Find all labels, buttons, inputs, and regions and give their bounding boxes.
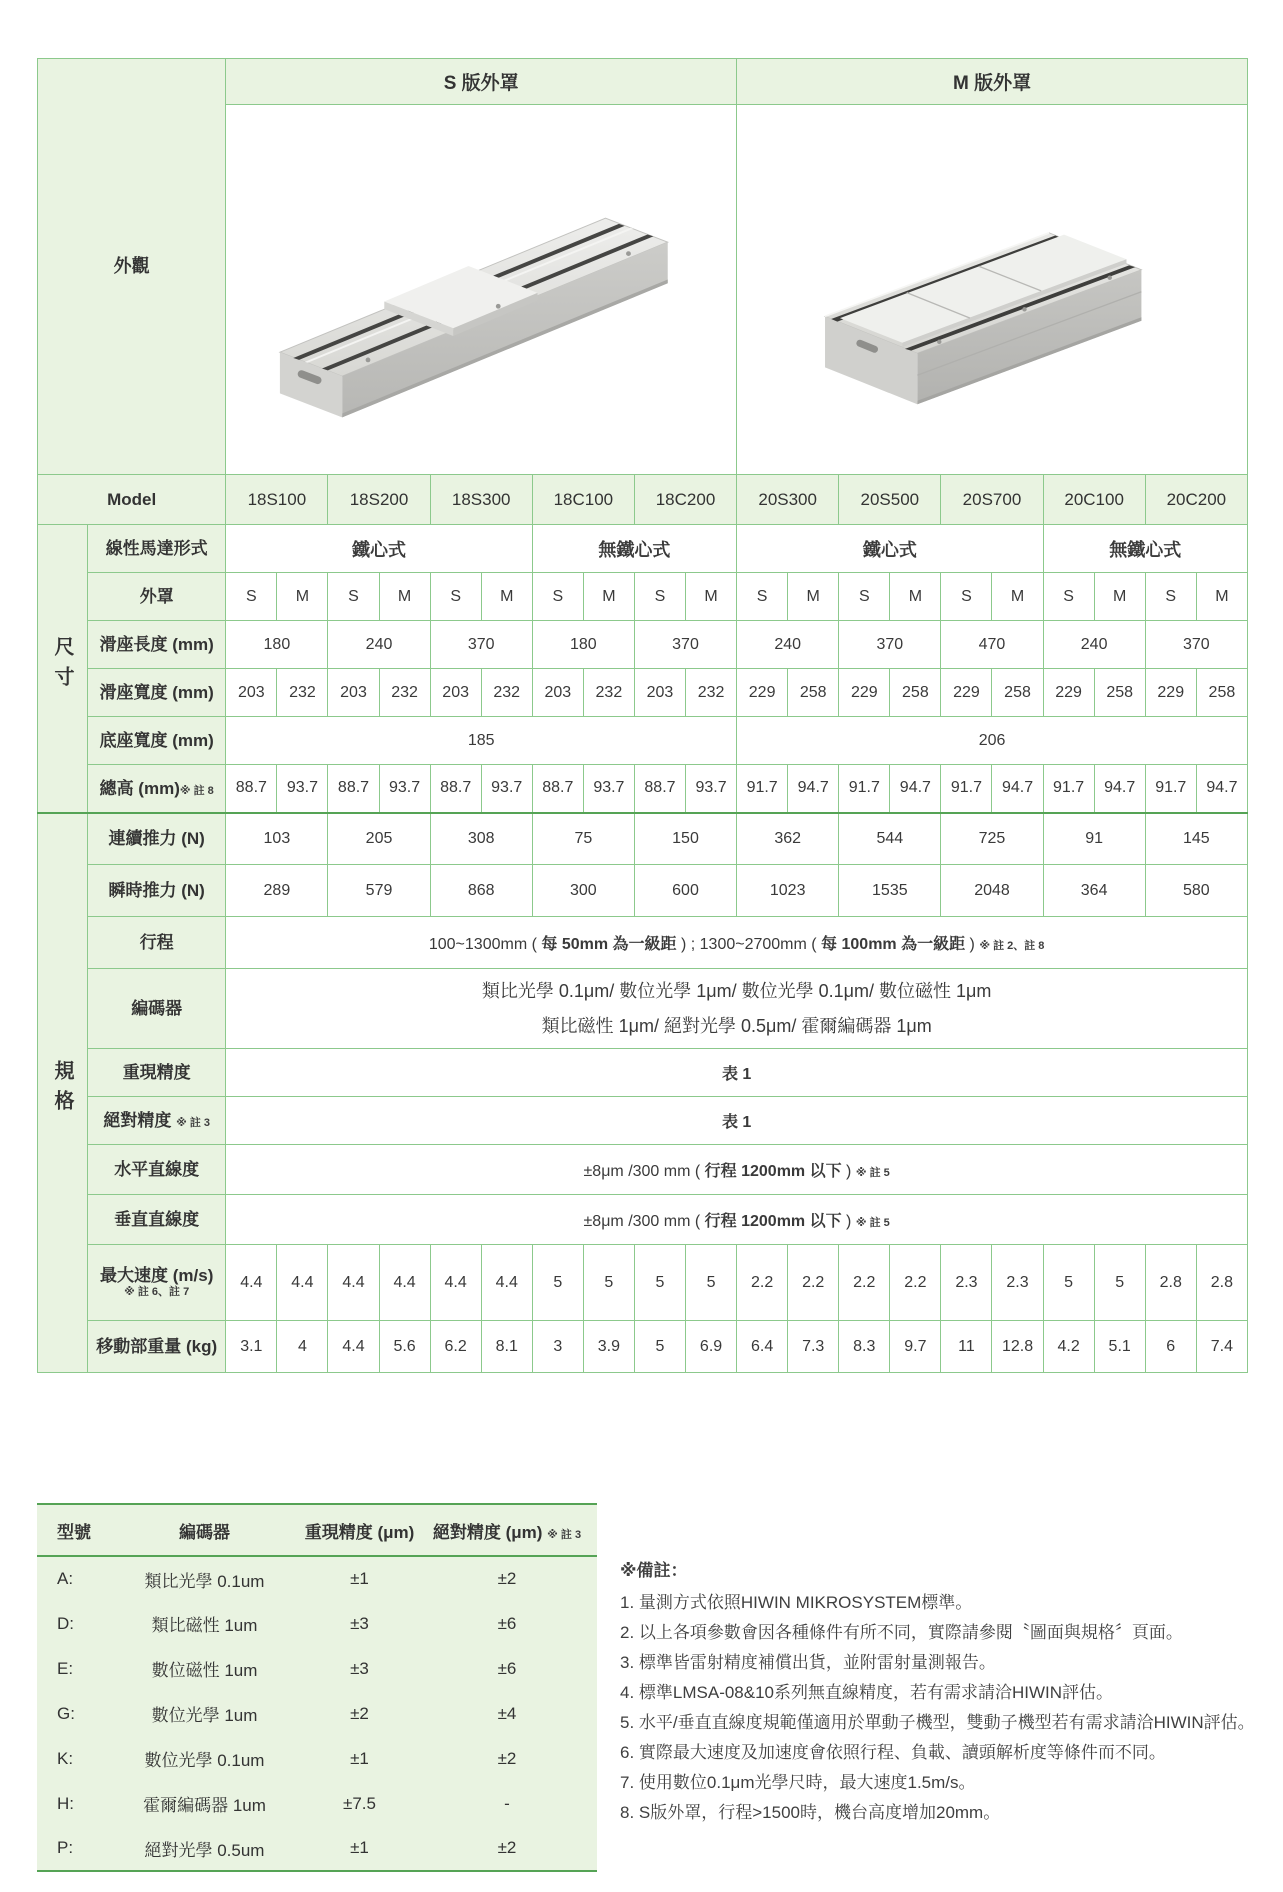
data-cell: 205: [328, 813, 430, 865]
row-label-absolute-accuracy: [88, 1097, 226, 1145]
v-straightness-value: [226, 1195, 1248, 1245]
row-label-max-speed-note: ※ 註 6、註 7: [124, 1286, 190, 1299]
section-dimensions-label: 尺寸: [51, 635, 74, 696]
data-cell: M: [890, 573, 941, 621]
note-item: 5. 水平/垂直直線度規範僅適用於單動子機型，雙動子機型若有需求請洽HIWIN評估。: [620, 1713, 1255, 1732]
encoder-table-row: [37, 1646, 597, 1691]
data-cell: 308: [430, 813, 532, 865]
encoder-table-row: [37, 1556, 597, 1601]
encoder-col-repeatability: 重現精度 (μm): [302, 1504, 417, 1556]
data-cell: 5: [583, 1245, 634, 1321]
data-cell: 150: [634, 813, 736, 865]
data-cell: 544: [839, 813, 941, 865]
data-cell: 364: [1043, 865, 1145, 917]
encoder-table-cell: D:: [37, 1601, 107, 1646]
absolute-accuracy-value: 表 1: [226, 1097, 1248, 1145]
data-cell: 203: [328, 669, 379, 717]
data-cell: M: [481, 573, 532, 621]
row-label-motor-type: 線性馬達形式: [88, 525, 226, 573]
data-cell: S: [1043, 573, 1094, 621]
data-cell: 868: [430, 865, 532, 917]
data-cell: 180: [226, 621, 328, 669]
data-cell: 2.2: [737, 1245, 788, 1321]
data-cell: 93.7: [379, 765, 430, 813]
data-cell: 232: [686, 669, 737, 717]
data-cell: 11: [941, 1321, 992, 1373]
data-cell: 5: [1043, 1245, 1094, 1321]
data-cell: 6.4: [737, 1321, 788, 1373]
data-cell: 289: [226, 865, 328, 917]
data-cell: 2.8: [1145, 1245, 1196, 1321]
encoder-table-cell: K:: [37, 1736, 107, 1781]
m-cover-header: M 版外罩: [737, 59, 1248, 105]
note-item: 3. 標準皆雷射精度補償出貨，並附雷射量測報告。: [620, 1653, 996, 1672]
data-cell: S: [634, 573, 685, 621]
data-cell: 93.7: [686, 765, 737, 813]
h-straightness-text: ±8μm /300 mm (: [583, 1163, 705, 1180]
data-cell: 258: [992, 669, 1043, 717]
data-cell: 18S100: [226, 475, 328, 525]
row-stroke: [38, 917, 1248, 969]
data-cell: 5.1: [1094, 1321, 1145, 1373]
data-cell: 6.9: [686, 1321, 737, 1373]
h-straightness-bold: 行程 1200mm 以下: [704, 1163, 842, 1180]
row-label-h-straightness: 水平直線度: [88, 1145, 226, 1195]
data-cell: 470: [941, 621, 1043, 669]
encoder-table-cell: ±2: [417, 1556, 597, 1601]
note-item: 4. 標準LMSA-08&10系列無直線精度，若有需求請洽HIWIN評估。: [620, 1683, 1114, 1702]
data-cell: 258: [890, 669, 941, 717]
v-straightness-text: ±8μm /300 mm (: [583, 1213, 705, 1230]
data-cell: 5: [634, 1321, 685, 1373]
data-cell: M: [788, 573, 839, 621]
data-cell: 鐵心式: [226, 525, 532, 573]
v-straightness-bold: 行程 1200mm 以下: [704, 1213, 842, 1230]
encoder-col-encoder: 編碼器: [107, 1504, 302, 1556]
data-cell: M: [583, 573, 634, 621]
encoder-table-row: [37, 1736, 597, 1781]
data-cell: 4.4: [277, 1245, 328, 1321]
data-cell: 5: [532, 1245, 583, 1321]
row-label-slide-length: 滑座長度 (mm): [88, 621, 226, 669]
data-cell: S: [532, 573, 583, 621]
data-cell: 1535: [839, 865, 941, 917]
model-label: Model: [38, 475, 226, 525]
row-label-moving-mass: 移動部重量 (kg): [88, 1321, 226, 1373]
stroke-value: [226, 917, 1248, 969]
note-item: 8. S版外罩，行程>1500時，機台高度增加20mm。: [620, 1803, 1001, 1822]
row-label-total-height-text: 總高 (mm): [99, 778, 180, 798]
note-item: 6. 實際最大速度及加速度會依照行程、負載、讀頭解析度等條件而不同。: [620, 1743, 1166, 1762]
data-cell: 4.2: [1043, 1321, 1094, 1373]
stroke-note: ※ 註 2、註 8: [979, 940, 1045, 952]
data-cell: 2048: [941, 865, 1043, 917]
data-cell: M: [992, 573, 1043, 621]
encoder-table-cell: ±2: [302, 1691, 417, 1736]
data-cell: 229: [1145, 669, 1196, 717]
row-label-absolute-note: ※ 註 3: [176, 1116, 211, 1129]
row-cont-force: [38, 813, 1248, 865]
encoder-table-row: [37, 1691, 597, 1736]
encoder-table-cell: 絕對光學 0.5um: [107, 1826, 302, 1871]
notes-block: [620, 1556, 1282, 1828]
encoder-table-cell: ±3: [302, 1601, 417, 1646]
data-cell: 6.2: [430, 1321, 481, 1373]
data-cell: S: [328, 573, 379, 621]
data-cell: 91.7: [839, 765, 890, 813]
data-cell: S: [941, 573, 992, 621]
data-cell: 94.7: [1196, 765, 1247, 813]
note-item: 7. 使用數位0.1μm光學尺時，最大速度1.5m/s。: [620, 1773, 976, 1792]
notes-list: [620, 1588, 1282, 1828]
s-cover-header: S 版外罩: [226, 59, 737, 105]
encoder-table-cell: ±6: [417, 1646, 597, 1691]
encoder-table-cell: A:: [37, 1556, 107, 1601]
row-v-straightness: [38, 1195, 1248, 1245]
row-cover: [38, 573, 1248, 621]
stroke-text-post: ): [965, 936, 980, 953]
data-cell: 20C100: [1043, 475, 1145, 525]
model-row: [38, 475, 1248, 525]
data-cell: 240: [328, 621, 430, 669]
data-cell: 9.7: [890, 1321, 941, 1373]
data-cell: 600: [634, 865, 736, 917]
row-label-cover: 外罩: [88, 573, 226, 621]
stroke-bold-1: 每 50mm 為一級距: [541, 936, 677, 953]
s-cover-photo-cell: [226, 105, 737, 475]
row-repeatability: [38, 1049, 1248, 1097]
data-cell: 2.2: [890, 1245, 941, 1321]
data-cell: 無鐵心式: [532, 525, 736, 573]
section-specs-label: 規格: [51, 1060, 74, 1121]
data-cell: M: [1196, 573, 1247, 621]
data-cell: 18S300: [430, 475, 532, 525]
data-cell: 94.7: [890, 765, 941, 813]
data-cell: 20S700: [941, 475, 1043, 525]
data-cell: 103: [226, 813, 328, 865]
data-cell: 229: [839, 669, 890, 717]
note-item: 2. 以上各項參數會因各種條件有所不同，實際請參閱〝圖面與規格〞頁面。: [620, 1623, 1183, 1642]
data-cell: 8.3: [839, 1321, 890, 1373]
notes-title: ※備註：: [620, 1561, 688, 1580]
encoder-col-absolute-note: ※ 註 3: [547, 1528, 582, 1541]
row-label-total-height: [88, 765, 226, 813]
data-cell: 240: [1043, 621, 1145, 669]
data-cell: 93.7: [583, 765, 634, 813]
data-cell: 2.3: [941, 1245, 992, 1321]
data-cell: 229: [1043, 669, 1094, 717]
data-cell: 203: [634, 669, 685, 717]
encoder-table-cell: 數位光學 0.1um: [107, 1736, 302, 1781]
data-cell: 3: [532, 1321, 583, 1373]
encoder-table-row: [37, 1826, 597, 1871]
encoder-table-cell: ±1: [302, 1826, 417, 1871]
data-cell: 20C200: [1145, 475, 1247, 525]
data-cell: 94.7: [788, 765, 839, 813]
stroke-bold-2: 每 100mm 為一級距: [821, 936, 966, 953]
row-label-inst-force: 瞬時推力 (N): [88, 865, 226, 917]
data-cell: 18S200: [328, 475, 430, 525]
encoder-table-cell: 數位光學 1um: [107, 1691, 302, 1736]
data-cell: 232: [379, 669, 430, 717]
h-straightness-text-post: ): [841, 1163, 856, 1180]
data-cell: 18C200: [634, 475, 736, 525]
encoder-table-cell: -: [417, 1781, 597, 1826]
row-label-repeatability: 重現精度: [88, 1049, 226, 1097]
data-cell: 91.7: [737, 765, 788, 813]
data-cell: 5: [1094, 1245, 1145, 1321]
row-label-max-speed-text: 最大速度 (m/s): [100, 1266, 214, 1285]
data-cell: 258: [788, 669, 839, 717]
encoder-table-cell: 數位磁性 1um: [107, 1646, 302, 1691]
encoder-table-cell: ±6: [417, 1601, 597, 1646]
cover-header-row: [38, 59, 1248, 105]
row-motor-type: [38, 525, 1248, 573]
data-cell: 185: [226, 717, 737, 765]
data-cell: 240: [737, 621, 839, 669]
encoder-col-type: 型號: [37, 1504, 107, 1556]
data-cell: 88.7: [226, 765, 277, 813]
data-cell: M: [379, 573, 430, 621]
data-cell: 4.4: [481, 1245, 532, 1321]
row-inst-force: [38, 865, 1248, 917]
data-cell: 91: [1043, 813, 1145, 865]
data-cell: 229: [941, 669, 992, 717]
data-cell: 93.7: [277, 765, 328, 813]
data-cell: 94.7: [992, 765, 1043, 813]
data-cell: 5.6: [379, 1321, 430, 1373]
encoder-table-cell: ±2: [417, 1826, 597, 1871]
data-cell: 180: [532, 621, 634, 669]
data-cell: 75: [532, 813, 634, 865]
section-specs: [38, 813, 88, 1373]
data-cell: 370: [839, 621, 941, 669]
data-cell: 88.7: [532, 765, 583, 813]
data-cell: 232: [583, 669, 634, 717]
data-cell: 4.4: [379, 1245, 430, 1321]
data-cell: 20S300: [737, 475, 839, 525]
data-cell: 4.4: [328, 1321, 379, 1373]
data-cell: 91.7: [1043, 765, 1094, 813]
data-cell: 300: [532, 865, 634, 917]
data-cell: 203: [226, 669, 277, 717]
data-cell: 206: [737, 717, 1248, 765]
data-cell: 無鐵心式: [1043, 525, 1247, 573]
data-cell: 88.7: [634, 765, 685, 813]
data-cell: 91.7: [1145, 765, 1196, 813]
encoder-table-cell: 類比光學 0.1um: [107, 1556, 302, 1601]
encoder-table-cell: ±3: [302, 1646, 417, 1691]
data-cell: 5: [634, 1245, 685, 1321]
row-h-straightness: [38, 1145, 1248, 1195]
data-cell: S: [430, 573, 481, 621]
v-straightness-note: ※ 註 5: [855, 1217, 890, 1229]
row-slide-length: [38, 621, 1248, 669]
encoder-table-cell: ±1: [302, 1736, 417, 1781]
data-cell: 93.7: [481, 765, 532, 813]
data-cell: 4: [277, 1321, 328, 1373]
data-cell: 2.2: [788, 1245, 839, 1321]
data-cell: 580: [1145, 865, 1247, 917]
row-absolute-accuracy: [38, 1097, 1248, 1145]
data-cell: 145: [1145, 813, 1247, 865]
row-label-absolute-text: 絕對精度: [103, 1110, 172, 1130]
encoder-table-cell: ±4: [417, 1691, 597, 1736]
stroke-text-mid: ) ; 1300~2700mm (: [676, 936, 822, 953]
data-cell: 20S500: [839, 475, 941, 525]
data-cell: 7.3: [788, 1321, 839, 1373]
data-cell: S: [1145, 573, 1196, 621]
encoder-table-row: [37, 1781, 597, 1826]
row-label-base-width: 底座寬度 (mm): [88, 717, 226, 765]
data-cell: 12.8: [992, 1321, 1043, 1373]
data-cell: M: [1094, 573, 1145, 621]
data-cell: M: [277, 573, 328, 621]
data-cell: S: [737, 573, 788, 621]
encoder-table-cell: H:: [37, 1781, 107, 1826]
encoder-col-absolute-text: 絕對精度 (μm): [432, 1522, 543, 1542]
section-dimensions: [38, 525, 88, 813]
data-cell: 2.3: [992, 1245, 1043, 1321]
note-item: 1. 量測方式依照HIWIN MIKROSYSTEM標準。: [620, 1593, 973, 1612]
data-cell: 229: [737, 669, 788, 717]
h-straightness-note: ※ 註 5: [855, 1167, 890, 1179]
repeatability-value: 表 1: [226, 1049, 1248, 1097]
data-cell: 8.1: [481, 1321, 532, 1373]
data-cell: 203: [532, 669, 583, 717]
data-cell: 4.4: [226, 1245, 277, 1321]
row-base-width: [38, 717, 1248, 765]
encoder-line-2: 類比磁性 1μm/ 絕對光學 0.5μm/ 霍爾編碼器 1μm: [541, 1015, 932, 1036]
data-cell: 5: [686, 1245, 737, 1321]
data-cell: 3.9: [583, 1321, 634, 1373]
encoder-value: [226, 969, 1248, 1049]
stroke-text: 100~1300mm (: [428, 936, 542, 953]
row-slide-width: [38, 669, 1248, 717]
encoder-table-cell: 霍爾編碼器 1um: [107, 1781, 302, 1826]
encoder-col-absolute: [417, 1504, 597, 1556]
row-label-v-straightness: 垂直直線度: [88, 1195, 226, 1245]
m-cover-photo-cell: [737, 105, 1248, 475]
encoder-table-cell: 類比磁性 1um: [107, 1601, 302, 1646]
data-cell: 91.7: [941, 765, 992, 813]
data-cell: 3.1: [226, 1321, 277, 1373]
row-total-height: [38, 765, 1248, 813]
encoder-table-cell: E:: [37, 1646, 107, 1691]
encoder-table-cell: G:: [37, 1691, 107, 1736]
data-cell: S: [839, 573, 890, 621]
data-cell: 4.4: [328, 1245, 379, 1321]
data-cell: 4.4: [430, 1245, 481, 1321]
row-label-slide-width: 滑座寬度 (mm): [88, 669, 226, 717]
encoder-code-table: [37, 1503, 597, 1872]
spec-table: [37, 58, 1248, 1373]
data-cell: M: [686, 573, 737, 621]
row-label-total-height-note: ※ 註 8: [179, 784, 214, 797]
data-cell: S: [226, 573, 277, 621]
data-cell: 232: [481, 669, 532, 717]
row-encoder: [38, 969, 1248, 1049]
data-cell: 鐵心式: [737, 525, 1043, 573]
row-label-max-speed: [88, 1245, 226, 1321]
data-cell: 362: [737, 813, 839, 865]
data-cell: 370: [430, 621, 532, 669]
data-cell: 232: [277, 669, 328, 717]
data-cell: 94.7: [1094, 765, 1145, 813]
data-cell: 2.2: [839, 1245, 890, 1321]
data-cell: 203: [430, 669, 481, 717]
data-cell: 6: [1145, 1321, 1196, 1373]
encoder-table-row: [37, 1601, 597, 1646]
row-label-stroke: 行程: [88, 917, 226, 969]
data-cell: 258: [1196, 669, 1247, 717]
m-cover-photo: [772, 145, 1212, 435]
encoder-table-cell: ±2: [417, 1736, 597, 1781]
encoder-table-cell: ±7.5: [302, 1781, 417, 1826]
appearance-label: 外觀: [38, 59, 226, 475]
data-cell: 7.4: [1196, 1321, 1247, 1373]
v-straightness-text-post: ): [841, 1213, 856, 1230]
data-cell: 88.7: [328, 765, 379, 813]
encoder-table-cell: P:: [37, 1826, 107, 1871]
row-moving-mass: [38, 1321, 1248, 1373]
encoder-table-header: [37, 1504, 597, 1556]
data-cell: 370: [1145, 621, 1247, 669]
data-cell: 258: [1094, 669, 1145, 717]
data-cell: 370: [634, 621, 736, 669]
data-cell: 579: [328, 865, 430, 917]
row-label-encoder: 編碼器: [88, 969, 226, 1049]
data-cell: 725: [941, 813, 1043, 865]
h-straightness-value: [226, 1145, 1248, 1195]
row-max-speed: [38, 1245, 1248, 1321]
data-cell: 2.8: [1196, 1245, 1247, 1321]
data-cell: 88.7: [430, 765, 481, 813]
s-cover-photo: [241, 132, 721, 448]
data-cell: 18C100: [532, 475, 634, 525]
data-cell: 1023: [737, 865, 839, 917]
row-label-cont-force: 連續推力 (N): [88, 813, 226, 865]
encoder-line-1: 類比光學 0.1μm/ 數位光學 1μm/ 數位光學 0.1μm/ 數位磁性 1μm: [481, 981, 992, 1002]
encoder-table-cell: ±1: [302, 1556, 417, 1601]
